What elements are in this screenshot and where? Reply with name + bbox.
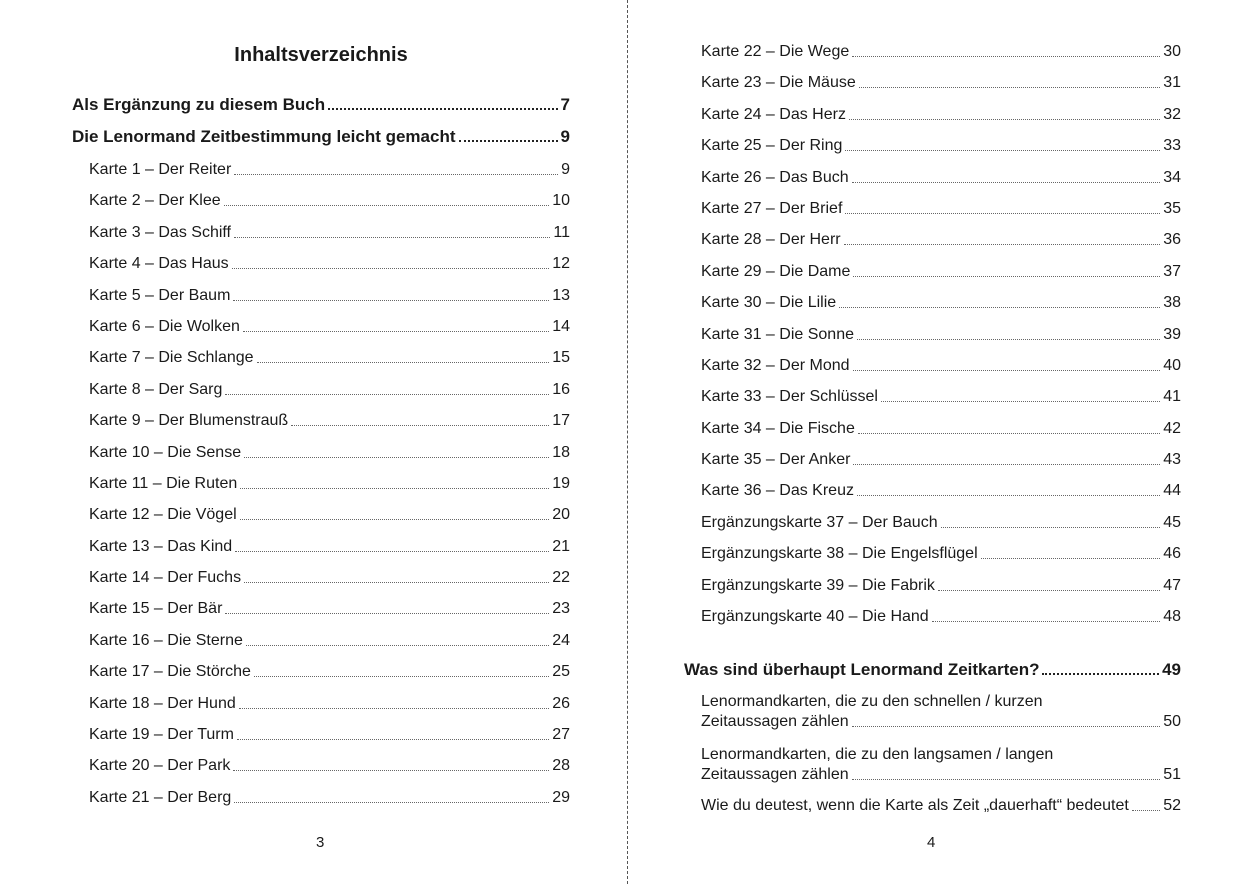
dot-leader <box>224 205 550 206</box>
dot-leader <box>239 708 549 709</box>
dot-leader <box>1042 673 1159 675</box>
toc-chapter-entry <box>72 95 570 115</box>
toc-entry <box>72 662 570 682</box>
toc-entry-page: 52 <box>1163 797 1181 815</box>
dot-leader <box>237 739 549 740</box>
toc-entry-label: Karte 14 – Der Fuchs <box>89 569 242 587</box>
toc-entry-label-continued: Zeitaussagen zählen <box>701 713 849 731</box>
toc-entry-label: Karte 17 – Die Störche <box>89 663 251 681</box>
toc-entry-page: 26 <box>552 694 570 712</box>
toc-entry-page: 30 <box>1163 43 1181 60</box>
toc-entry-label: Karte 18 – Der Hund <box>89 694 236 712</box>
dot-leader <box>858 433 1160 434</box>
dot-leader <box>254 676 549 677</box>
dot-leader <box>857 339 1160 340</box>
toc-entry-label: Karte 22 – Die Wege <box>701 43 850 60</box>
toc-entry-page: 17 <box>552 412 570 430</box>
toc-entry <box>684 199 1181 219</box>
toc-entry <box>72 411 570 431</box>
toc-entry <box>684 796 1181 816</box>
toc-entry-page: 25 <box>552 663 570 681</box>
toc-entry-page: 13 <box>552 286 570 304</box>
toc-entry-label: Karte 8 – Der Sarg <box>89 380 223 398</box>
toc-entry <box>72 568 570 588</box>
toc-entry <box>684 230 1181 250</box>
toc-entry-label: Karte 35 – Der Anker <box>701 451 851 469</box>
toc-entry-page: 29 <box>552 788 570 806</box>
toc-entry-page: 46 <box>1163 545 1181 563</box>
toc-entry-page: 23 <box>552 600 570 618</box>
dot-leader <box>981 558 1161 559</box>
toc-entry-page: 16 <box>552 380 570 398</box>
toc-entry-label: Ergänzungskarte 38 – Die Engelsflügel <box>701 545 978 563</box>
toc-entry-label: Ergänzungskarte 40 – Die Hand <box>701 608 929 626</box>
dot-leader <box>244 582 549 583</box>
toc-entry <box>684 105 1181 125</box>
toc-entry <box>72 191 570 211</box>
toc-entry <box>72 537 570 557</box>
toc-entry-page: 19 <box>552 474 570 492</box>
dot-leader <box>328 108 557 110</box>
dot-leader <box>233 300 549 301</box>
dot-leader <box>857 495 1160 496</box>
dot-leader <box>459 140 558 142</box>
toc-entry <box>72 631 570 651</box>
dot-leader <box>845 213 1160 214</box>
toc-entry <box>684 544 1181 564</box>
toc-entry <box>72 788 570 808</box>
toc-entry-label: Karte 27 – Der Brief <box>701 199 843 217</box>
page-number-left: 3 <box>316 834 325 851</box>
dot-leader <box>845 150 1160 151</box>
toc-entry-label-continued: Zeitaussagen zählen <box>701 766 849 784</box>
toc-entry-label: Karte 32 – Der Mond <box>701 356 850 374</box>
toc-entry-page: 51 <box>1163 766 1181 784</box>
toc-entry <box>684 513 1181 533</box>
dot-leader <box>839 307 1160 308</box>
toc-entry <box>684 136 1181 156</box>
toc-entry-label: Karte 26 – Das Buch <box>701 168 849 186</box>
toc-entry-page: 27 <box>552 726 570 744</box>
toc-entry-page: 34 <box>1163 168 1181 186</box>
page-divider <box>627 0 628 884</box>
toc-entry <box>684 262 1181 282</box>
toc-entry <box>684 450 1181 470</box>
toc-entry <box>72 725 570 745</box>
toc-entry-label: Karte 31 – Die Sonne <box>701 325 854 343</box>
toc-entry-label: Karte 2 – Der Klee <box>89 192 221 210</box>
toc-entry-label: Was sind überhaupt Lenormand Zeitkarten? <box>684 660 1040 680</box>
toc-entry-label: Karte 28 – Der Herr <box>701 231 841 249</box>
toc-entry-label: Karte 12 – Die Vögel <box>89 506 237 524</box>
dot-leader <box>246 645 549 646</box>
toc-entry <box>684 325 1181 345</box>
toc-entry <box>72 443 570 463</box>
toc-entry-page: 33 <box>1163 137 1181 155</box>
dot-leader <box>240 488 549 489</box>
dot-leader <box>225 613 549 614</box>
toc-entry-page: 22 <box>552 569 570 587</box>
toc-entry <box>72 223 570 243</box>
toc-entry-label: Karte 23 – Die Mäuse <box>701 74 856 92</box>
dot-leader <box>853 464 1160 465</box>
toc-entry-label: Karte 21 – Der Berg <box>89 788 232 806</box>
toc-entry-page: 14 <box>552 317 570 335</box>
toc-entry <box>684 692 1181 732</box>
toc-entry-label: Karte 9 – Der Blumenstrauß <box>89 412 289 430</box>
toc-entry <box>684 745 1181 785</box>
toc-entry-label: Karte 20 – Der Park <box>89 757 231 775</box>
toc-entry <box>72 254 570 274</box>
dot-leader <box>291 425 549 426</box>
toc-entry-page: 15 <box>552 349 570 367</box>
toc-entry-page: 44 <box>1163 482 1181 500</box>
toc-entry-page: 38 <box>1163 294 1181 312</box>
toc-entry-label: Lenormandkarten, die zu den langsamen / langen <box>701 746 1054 764</box>
toc-entry-label: Karte 24 – Das Herz <box>701 105 846 123</box>
toc-entry-label: Karte 7 – Die Schlange <box>89 349 254 367</box>
toc-entry-page: 49 <box>1162 660 1181 680</box>
dot-leader <box>853 276 1160 277</box>
toc-entry-page: 10 <box>552 192 570 210</box>
toc-entry-page: 9 <box>560 127 570 146</box>
toc-entry <box>684 387 1181 407</box>
toc-entry-label: Karte 36 – Das Kreuz <box>701 482 854 500</box>
dot-leader <box>852 56 1160 57</box>
toc-entry-label: Karte 4 – Das Haus <box>89 255 229 273</box>
toc-entry-label: Karte 11 – Die Ruten <box>89 474 238 492</box>
toc-entry-label: Karte 30 – Die Lilie <box>701 294 837 312</box>
left-toc-list <box>72 95 570 808</box>
toc-entry-label: Karte 10 – Die Sense <box>89 443 242 461</box>
toc-entry-page: 50 <box>1163 713 1181 731</box>
toc-entry <box>72 317 570 337</box>
toc-entry <box>684 607 1181 627</box>
dot-leader <box>233 770 549 771</box>
toc-entry <box>72 380 570 400</box>
toc-entry-page: 35 <box>1163 199 1181 217</box>
toc-entry-page: 42 <box>1163 419 1181 437</box>
toc-entry <box>684 73 1181 93</box>
dot-leader <box>232 268 550 269</box>
toc-entry-label: Karte 13 – Das Kind <box>89 537 233 555</box>
dot-leader <box>941 527 1161 528</box>
toc-entry-label: Ergänzungskarte 39 – Die Fabrik <box>701 576 935 594</box>
dot-leader <box>244 457 549 458</box>
toc-entry-page: 12 <box>552 255 570 273</box>
toc-entry-label: Karte 19 – Der Turm <box>89 726 234 744</box>
right-toc-list <box>684 42 1181 816</box>
toc-entry-label: Karte 1 – Der Reiter <box>89 161 232 178</box>
dot-leader <box>240 519 550 520</box>
dot-leader <box>844 244 1161 245</box>
dot-leader <box>234 802 549 803</box>
dot-leader <box>225 394 549 395</box>
toc-entry <box>684 481 1181 501</box>
toc-entry <box>684 293 1181 313</box>
toc-entry <box>72 756 570 776</box>
toc-entry-label: Karte 29 – Die Dame <box>701 262 851 280</box>
toc-entry-label: Karte 25 – Der Ring <box>701 137 843 155</box>
toc-title: Inhaltsverzeichnis <box>234 44 408 66</box>
toc-entry-label: Karte 6 – Die Wolken <box>89 317 240 335</box>
toc-entry-page: 36 <box>1163 231 1181 249</box>
toc-entry-page: 32 <box>1163 105 1181 123</box>
dot-leader <box>852 726 1161 727</box>
toc-entry-page: 37 <box>1163 262 1181 280</box>
toc-entry <box>72 599 570 619</box>
toc-entry-page: 39 <box>1163 325 1181 343</box>
dot-leader <box>852 779 1161 780</box>
toc-entry-page: 18 <box>552 443 570 461</box>
toc-entry-label: Karte 16 – Die Sterne <box>89 631 243 649</box>
toc-entry-page: 24 <box>552 631 570 649</box>
toc-entry <box>684 168 1181 188</box>
toc-entry-label: Lenormandkarten, die zu den schnellen / kurzen <box>701 693 1043 711</box>
toc-entry-page: 21 <box>552 537 570 555</box>
toc-entry <box>72 474 570 494</box>
dot-leader <box>234 174 558 175</box>
toc-chapter-entry <box>684 660 1181 680</box>
toc-entry-label: Karte 3 – Das Schiff <box>89 223 231 241</box>
toc-chapter-entry <box>72 127 570 147</box>
toc-entry-page: 47 <box>1163 576 1181 594</box>
toc-entry-label: Karte 33 – Der Schlüssel <box>701 388 878 406</box>
dot-leader <box>257 362 550 363</box>
toc-entry <box>684 42 1181 62</box>
dot-leader <box>932 621 1161 622</box>
toc-entry-page: 7 <box>560 95 570 114</box>
dot-leader <box>881 401 1160 402</box>
toc-entry <box>684 419 1181 439</box>
toc-entry-page: 31 <box>1163 74 1181 92</box>
dot-leader <box>234 237 550 238</box>
dot-leader <box>235 551 549 552</box>
dot-leader <box>859 87 1160 88</box>
toc-entry <box>72 160 570 180</box>
dot-leader <box>853 370 1161 371</box>
toc-entry-page: 48 <box>1163 608 1181 626</box>
toc-entry <box>72 286 570 306</box>
dot-leader <box>243 331 549 332</box>
toc-entry-label: Karte 15 – Der Bär <box>89 600 223 618</box>
dot-leader <box>1132 810 1160 811</box>
toc-entry-page: 20 <box>552 506 570 524</box>
toc-entry <box>72 505 570 525</box>
toc-entry-page: 41 <box>1163 388 1181 406</box>
toc-entry-label: Wie du deutest, wenn die Karte als Zeit „dauerhaft“ bedeutet <box>701 797 1129 815</box>
dot-leader <box>938 590 1160 591</box>
toc-entry-label: Die Lenormand Zeitbestimmung leicht gemacht <box>72 127 456 146</box>
toc-entry-page: 45 <box>1163 513 1181 531</box>
toc-entry-label: Ergänzungskarte 37 – Der Bauch <box>701 513 938 531</box>
toc-entry-page: 28 <box>552 757 570 775</box>
dot-leader <box>849 119 1160 120</box>
toc-entry <box>684 356 1181 376</box>
toc-entry-page: 43 <box>1163 451 1181 469</box>
toc-entry-label: Karte 5 – Der Baum <box>89 286 231 304</box>
dot-leader <box>852 182 1161 183</box>
page-number-right: 4 <box>927 834 936 851</box>
toc-entry-page: 40 <box>1163 356 1181 374</box>
toc-entry <box>72 348 570 368</box>
toc-entry-label: Als Ergänzung zu diesem Buch <box>72 95 326 114</box>
toc-entry-page: 9 <box>561 161 570 178</box>
toc-entry <box>72 694 570 714</box>
toc-entry-page: 11 <box>553 223 570 241</box>
toc-entry-label: Karte 34 – Die Fische <box>701 419 855 437</box>
toc-entry <box>684 576 1181 596</box>
